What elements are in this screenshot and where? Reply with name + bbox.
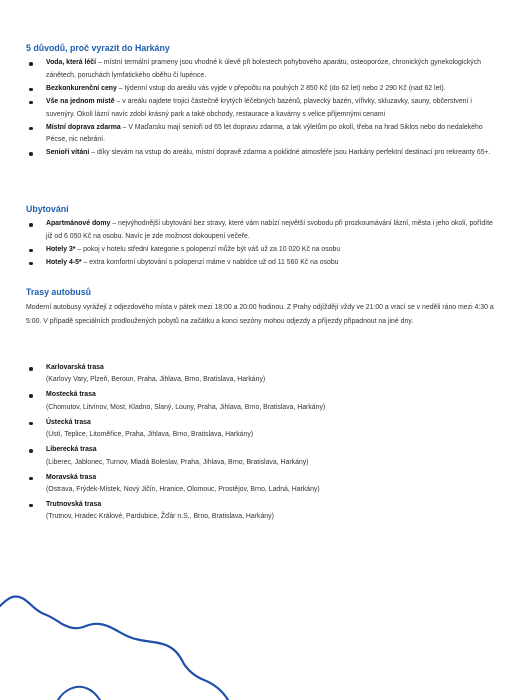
reasons-list — [26, 57, 498, 160]
routes-list — [26, 362, 498, 526]
item-text: – v areálu najdete trojici částečně krytých léčebných bazénů, plavecký bazén, vířivky, skluzavky, sauny, občerstvení i suvenýry. Okolí lázní navíc zdobí krásný park a také obchody, restaurace a kavárny s velice příjemnými cenami — [46, 97, 472, 118]
route-item — [26, 417, 498, 444]
item-bold: Senioři vítáni — [46, 149, 90, 157]
item-bold: Hotely 3* — [46, 245, 76, 253]
list-item — [26, 257, 498, 270]
bus-routes-paragraph: Moderní autobusy vyrážejí z odjezdového místa v pátek mezi 18:00 a 20:00 hodinou. Z Prahy odjíždějí vždy ve 21:00 a vrací se v neděli ráno mezi 4:30 a 5:00. V případě speciálních prodloužených pobytů na začátku a konci sezóny mohou odjezdy a příjezdy připadnout na jiné dny. — [26, 304, 494, 325]
list-item — [26, 147, 498, 160]
route-item — [26, 444, 498, 471]
list-item — [26, 96, 498, 122]
item-text: – týdenní vstup do areálu vás vyjde v přepočtu na pouhých 2 850 Kč (do 62 let) nebo 2 290 Kč (nad 62 let). — [116, 84, 446, 92]
route-name: Liberecká trasa — [46, 446, 97, 454]
reasons-heading: 5 důvodů, proč vyrazit do Harkány — [26, 43, 170, 53]
map-outline-decoration — [0, 580, 525, 700]
item-bold: Vše na jednom místě — [46, 97, 115, 105]
map-river-line — [58, 687, 100, 700]
route-cities: (Ostrava, Frýdek-Místek, Nový Jičín, Hranice, Olomouc, Prostějov, Brno, Ladná, Harkány) — [46, 485, 320, 493]
map-border-line — [0, 596, 228, 700]
item-bold: Bezkonkurenční ceny — [46, 84, 117, 92]
bus-routes-heading: Trasy autobusů — [26, 287, 92, 297]
item-bold: Místní doprava zdarma — [46, 123, 121, 131]
route-item — [26, 389, 498, 416]
item-text: – V Maďarsku mají senioři od 65 let dopravu zdarma, a tak výletům po okolí, třeba na hrad Siklos nebo do nedalekého Pécse, nic nebrání. — [46, 123, 483, 144]
route-cities: (Chomutov, Litvínov, Most, Kladno, Slaný, Louny, Praha, Jihlava, Brno, Bratislava, Harkány) — [46, 403, 326, 411]
item-text: – nejvýhodnější ubytování bez stravy, které vám nabízí největší svobodu při prozkoumávání lázní, města i jeho okolí, pořídíte již od 6 050 Kč na osobu. Navíc je zde možnost dokoupení večeře. — [46, 220, 493, 240]
route-name: Moravská trasa — [46, 473, 97, 481]
route-name: Karlovarská trasa — [46, 364, 104, 371]
route-item — [26, 499, 498, 526]
accommodation-heading: Ubytování — [26, 204, 69, 214]
route-name: Ústecká trasa — [46, 418, 91, 426]
item-bold: Voda, která léčí — [46, 59, 97, 66]
list-item — [26, 83, 498, 96]
route-cities: (Ústí, Teplice, Litoměřice, Praha, Jihlava, Brno, Bratislava, Harkány) — [46, 431, 254, 439]
item-text: – pokoj v hotelu střední kategorie s polopenzí může být váš už za 10 020 Kč na osobu — [75, 245, 341, 253]
item-text: – díky slevám na vstup do areálu, místní dopravě zdarma a poklidné atmosféře jsou Harkány perfektní destinací pro rekreanty 65+. — [89, 149, 491, 157]
route-name: Mostecká trasa — [46, 391, 96, 399]
accommodation-list — [26, 218, 498, 270]
list-item — [26, 57, 498, 83]
item-text: – místní termální prameny jsou vhodné k úlevě při bolestech pohybového aparátu, osteoporóze, chronických gynekologických zánětech, poruchách lymfatického oběhu či lupénce. — [46, 59, 481, 79]
route-name: Trutnovská trasa — [46, 500, 102, 508]
route-cities: (Liberec, Jablonec, Turnov, Mladá Boleslav, Praha, Jihlava, Brno, Bratislava, Harkány) — [46, 458, 309, 466]
route-cities: (Karlovy Vary, Plzeň, Beroun, Praha, Jihlava, Brno, Bratislava, Harkány) — [46, 376, 266, 384]
item-bold: Apartmánové domy — [46, 220, 111, 227]
list-item — [26, 244, 498, 257]
route-cities: (Trutnov, Hradec Králové, Pardubice, Žďár n.S., Brno, Bratislava, Harkány) — [46, 513, 274, 521]
list-item — [26, 218, 498, 244]
route-item — [26, 362, 498, 389]
list-item — [26, 122, 498, 148]
item-bold: Hotely 4-5* — [46, 258, 82, 266]
item-text: – extra komfortní ubytování s polopenzí máme v nabídce už od 11 560 Kč na osobu — [81, 258, 339, 266]
route-item — [26, 472, 498, 499]
